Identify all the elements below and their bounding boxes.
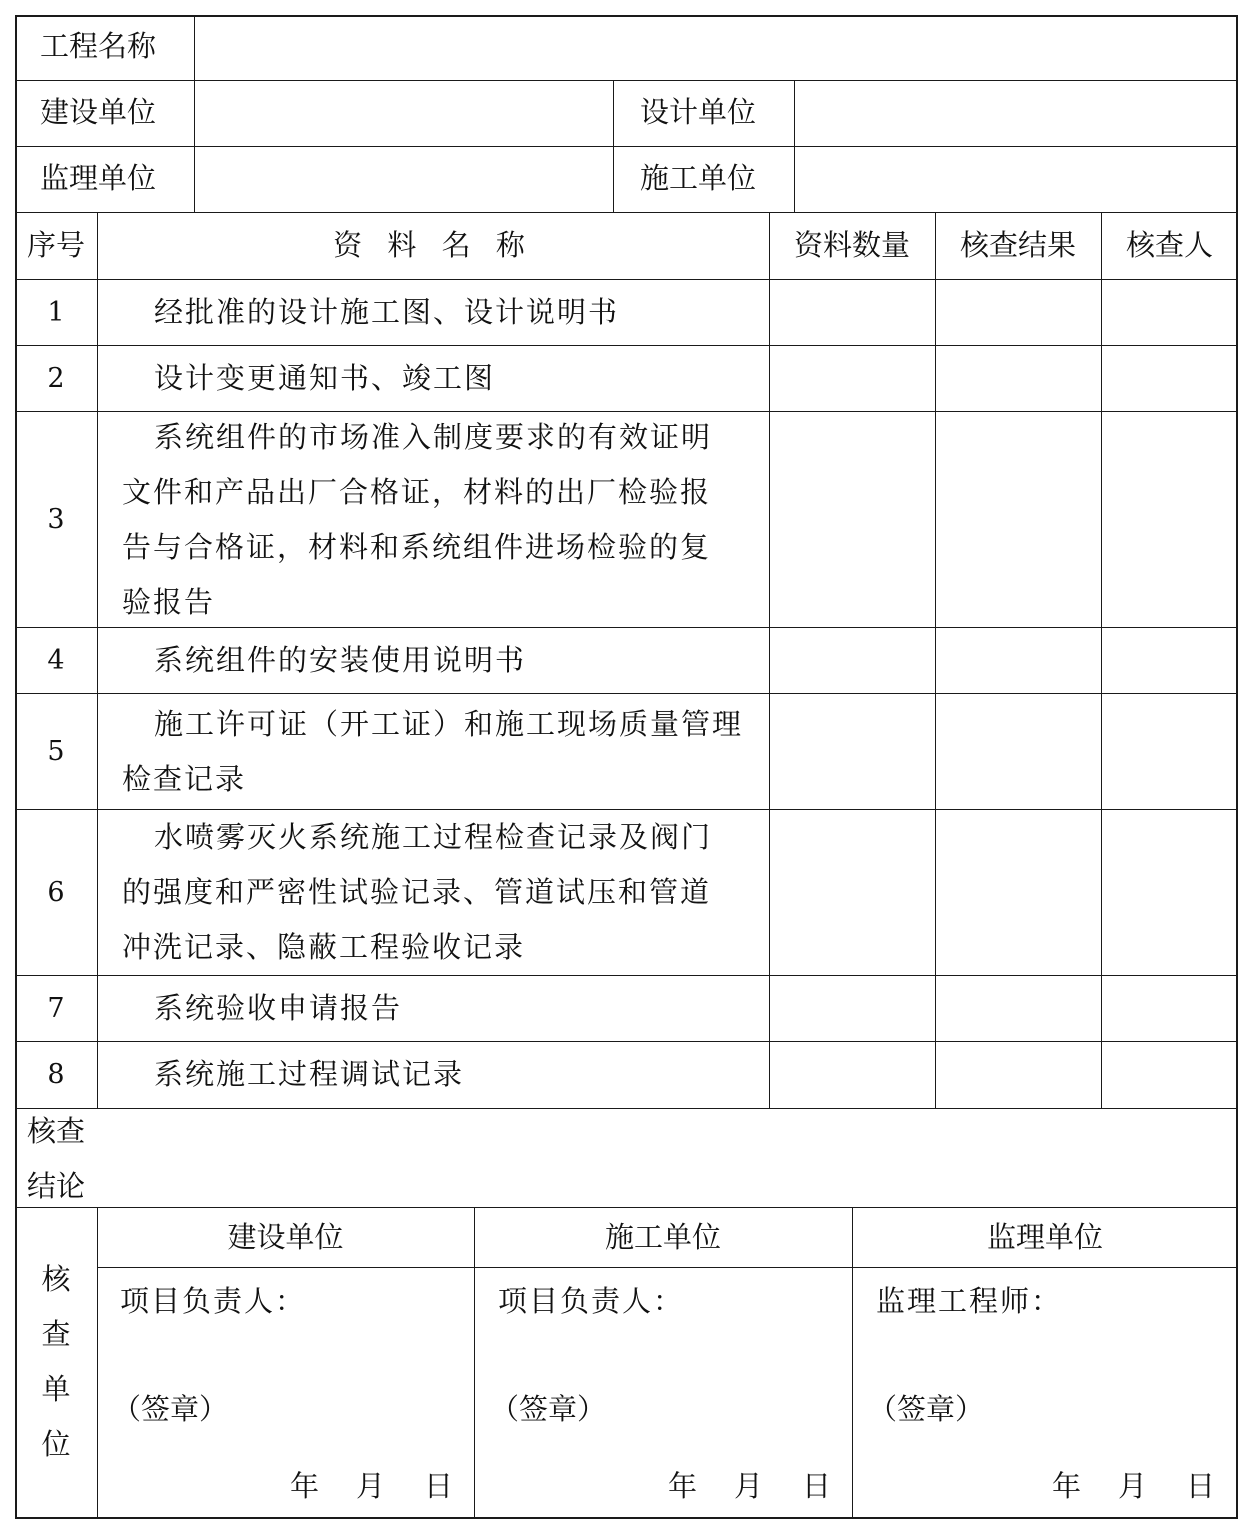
row-number: 5 [47,736,65,767]
supervision-unit-label: 监理单位 [40,161,157,195]
divider [97,1207,98,1519]
item-name-line: 水喷雾灭火系统施工过程检查记录及阀门 [154,820,713,854]
item-name [122,410,712,630]
row-number: 7 [47,993,65,1024]
divider [935,212,936,1109]
item-name [122,351,495,406]
row-number: 8 [47,1059,65,1090]
signoff-month: 月 [356,1469,386,1503]
divider [15,975,1238,976]
col-seq-header: 序号 [26,228,85,262]
item-name-line: 验报告 [122,585,216,619]
signoff-day: 日 [424,1469,454,1503]
signoff-year: 年 [668,1469,698,1503]
signoff-person-label: 项目负责人： [498,1284,685,1318]
signoff-unit-title: 监理单位 [986,1220,1103,1254]
col-qty-header: 资料数量 [793,228,910,262]
signoff-year: 年 [1052,1469,1082,1503]
signoff-side-char: 单 [41,1372,71,1406]
row-number: 4 [47,645,65,676]
signoff-person-label: 项目负责人： [120,1284,307,1318]
signoff-side-char: 核 [41,1262,71,1296]
divider [474,1207,475,1519]
row-number: 6 [47,877,65,908]
item-name [122,810,712,975]
item-name [122,981,402,1036]
conclusion-label-line1: 核查 [26,1114,85,1148]
item-name-line: 系统施工过程调试记录 [154,1057,465,1091]
divider [15,1041,1238,1042]
item-name-line: 文件和产品出厂合格证，材料的出厂检验报 [122,475,712,509]
divider [15,212,1238,213]
signoff-year: 年 [290,1469,320,1503]
item-name [122,1047,464,1102]
signoff-seal-label: （签章） [490,1392,607,1426]
divider [15,1108,1238,1109]
divider [15,279,1238,280]
divider [15,693,1238,694]
signoff-person-label: 监理工程师： [876,1284,1063,1318]
row-number: 3 [47,504,65,535]
divider [15,80,1238,81]
signoff-seal-label: （签章） [112,1392,229,1426]
signoff-month: 月 [1118,1469,1148,1503]
signoff-side-label [36,1252,76,1472]
col-result-header: 核查结果 [959,228,1076,262]
signoff-seal-label: （签章） [868,1392,985,1426]
item-name-line: 的强度和严密性试验记录、管道试压和管道 [122,875,712,909]
item-name [122,697,743,807]
item-name [122,285,619,340]
item-name [122,633,526,688]
divider [15,146,1238,147]
divider [97,1267,1238,1268]
signoff-day: 日 [1186,1469,1216,1503]
row-number: 2 [47,363,65,394]
signoff-unit-title: 建设单位 [227,1220,344,1254]
divider [613,80,614,213]
item-name-line: 施工许可证（开工证）和施工现场质量管理 [154,707,744,741]
col-name-header: 资 料 名 称 [333,228,533,262]
item-name-line: 告与合格证，材料和系统组件进场检验的复 [122,530,712,564]
design-unit-label: 设计单位 [640,95,757,129]
item-name-line: 检查记录 [122,762,247,796]
item-name-line: 冲洗记录、隐蔽工程验收记录 [122,930,526,964]
divider [97,212,98,1109]
signoff-month: 月 [734,1469,764,1503]
divider [794,80,795,213]
signoff-side-char: 查 [41,1317,71,1351]
divider [769,212,770,1109]
row-number: 1 [47,297,65,328]
divider [852,1207,853,1519]
item-name-line: 设计变更通知书、竣工图 [154,361,496,395]
signoff-side-char: 位 [41,1427,71,1461]
conclusion-label-line2: 结论 [26,1169,85,1203]
project-name-label: 工程名称 [40,29,157,63]
item-name-line: 经批准的设计施工图、设计说明书 [154,295,620,329]
divider [15,345,1238,346]
builder-unit-label: 施工单位 [640,161,757,195]
divider [194,15,195,213]
item-name-line: 系统组件的安装使用说明书 [154,643,527,677]
item-name-line: 系统组件的市场准入制度要求的有效证明 [154,420,713,454]
construction-unit-label: 建设单位 [40,95,157,129]
item-name-line: 系统验收申请报告 [154,991,403,1025]
divider [15,1207,1238,1208]
col-checker-header: 核查人 [1125,228,1213,262]
signoff-day: 日 [802,1469,832,1503]
signoff-unit-title: 施工单位 [604,1220,721,1254]
divider [1101,212,1102,1109]
